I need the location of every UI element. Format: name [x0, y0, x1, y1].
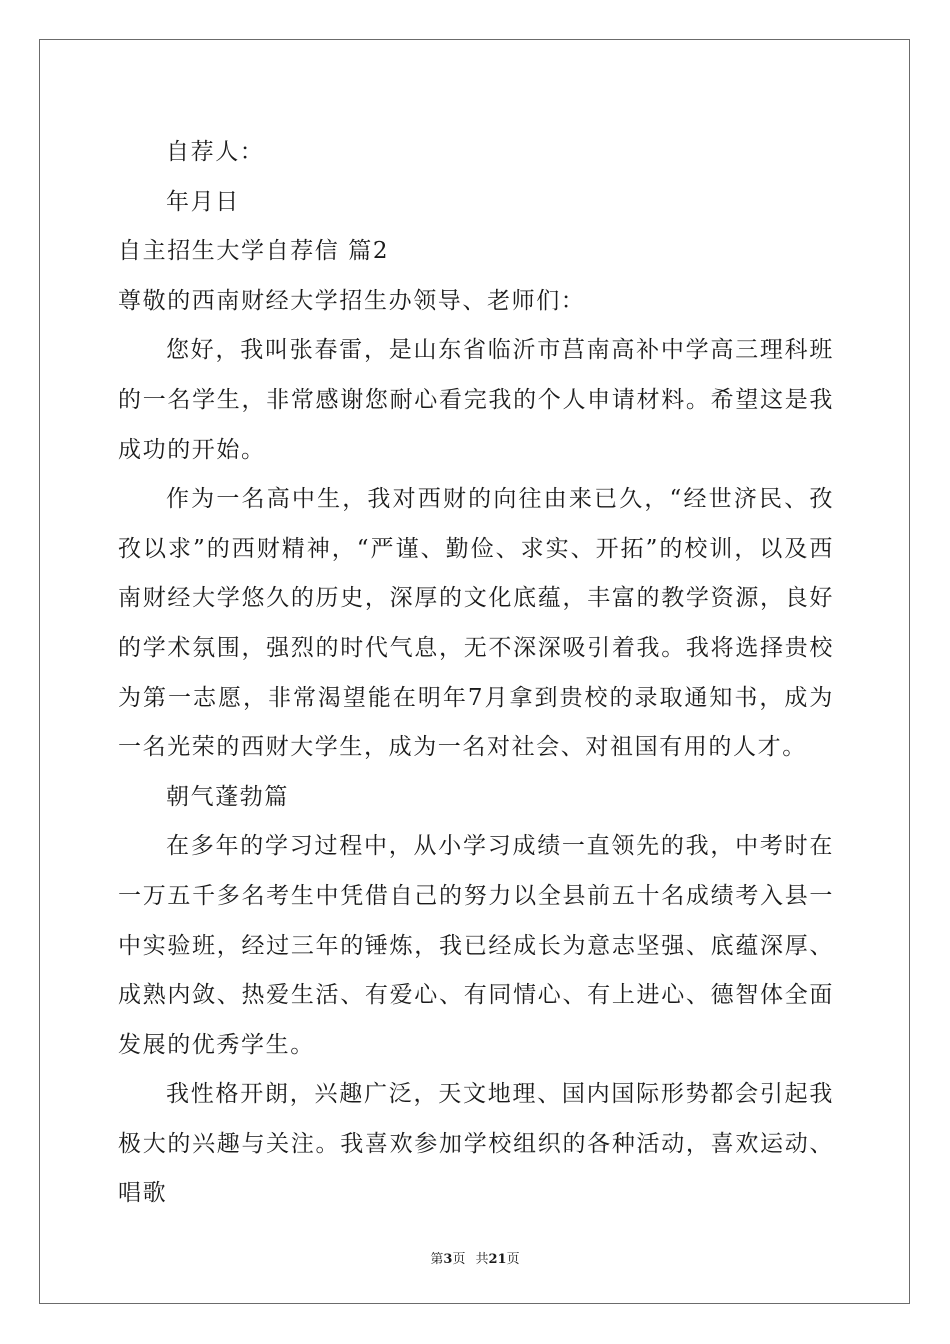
- page-prefix: 第: [430, 1252, 444, 1267]
- document-body: [118, 128, 834, 1219]
- page-suffix: 页: [452, 1252, 466, 1267]
- paragraph-8: 在多年的学习过程中，从小学习成绩一直领先的我，中考时在一万五千多名考生中凭借自己的努力以全县前五十名成绩考入县一中实验班，经过三年的锤炼，我已经成长为意志坚强、底蕴深厚、成熟内敛、热爱生活、有爱心、有同情心、有上进心、德智体全面发展的优秀学生。: [118, 833, 834, 1058]
- total-suffix: 页: [506, 1252, 520, 1267]
- paragraph-2: 年月日: [166, 188, 240, 215]
- paragraph-3: 自主招生大学自荐信 篇2: [118, 238, 390, 265]
- paragraph-5: 您好，我叫张春雷，是山东省临沂市莒南高补中学高三理科班的一名学生，非常感谢您耐心看完我的个人申请材料。希望这是我成功的开始。: [118, 337, 834, 463]
- paragraph-1: 自荐人：: [166, 139, 265, 165]
- paragraph-6: 作为一名高中生，我对西财的向往由来已久，“经世济民、孜孜以求”的西财精神，“严谨、勤俭、求实、开拓”的校训，以及西南财经大学悠久的历史，深厚的文化底蕴，丰富的教学资源，良好的学术氛围，强烈的时代气息，无不深深吸引着我。我将选择贵校为第一志愿，非常渴望能在明年7月拿到贵校的录取通知书，成为一名光荣的西财大学生，成为一名对社会、对祖国有用的人才。: [118, 486, 834, 761]
- paragraph-9: 我性格开朗，兴趣广泛，天文地理、国内国际形势都会引起我极大的兴趣与关注。我喜欢参加学校组织的各种活动，喜欢运动、唱歌: [118, 1081, 834, 1207]
- page-footer: [0, 1248, 950, 1267]
- paragraph-4: 尊敬的西南财经大学招生办领导、老师们：: [118, 287, 586, 314]
- page-number: 3: [443, 1252, 453, 1267]
- total-pages: 21: [488, 1252, 507, 1267]
- paragraph-7: 朝气蓬勃篇: [166, 783, 289, 810]
- total-prefix: 共: [475, 1252, 489, 1267]
